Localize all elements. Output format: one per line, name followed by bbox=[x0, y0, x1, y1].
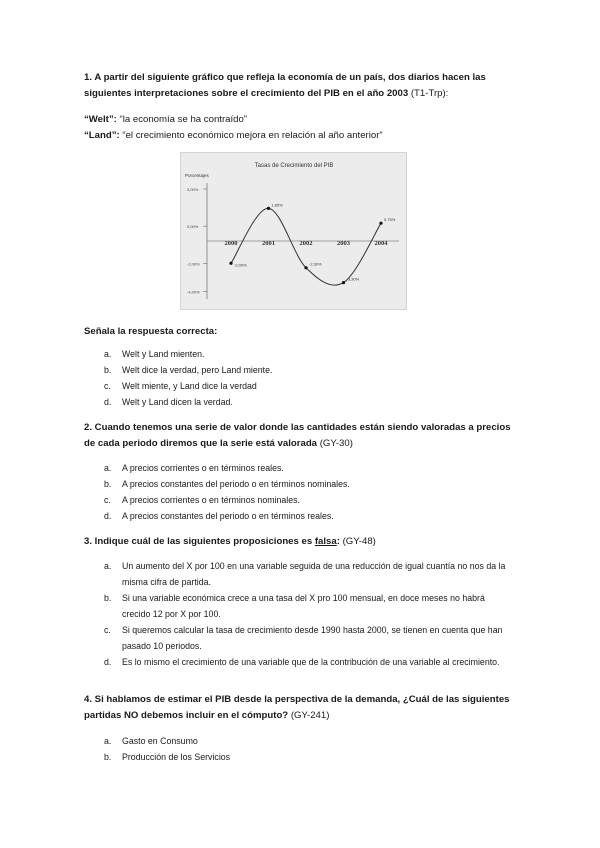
question-3-text bbox=[84, 534, 514, 550]
option-text: A precios corrientes o en términos reales. bbox=[122, 463, 284, 473]
chart-data-label: 1,65% bbox=[271, 202, 283, 208]
question-3-colon: : bbox=[336, 536, 340, 547]
question-4-statement: 4. Si hablamos de estimar el PIB desde la perspectiva de la demanda, ¿Cuál de las siguientes partidas NO debemos incluir en el cómputo? bbox=[84, 694, 510, 721]
option-letter: d. bbox=[104, 511, 112, 521]
option-letter: c. bbox=[104, 381, 111, 391]
question-3-ref: (GY-48) bbox=[342, 536, 376, 547]
option-letter: b. bbox=[104, 365, 112, 375]
q1-option-4 bbox=[104, 395, 514, 411]
chart-x-tick-label: 2003 bbox=[337, 240, 350, 247]
chart-x-tick-label: 2000 bbox=[224, 240, 238, 247]
q2-option-1 bbox=[104, 461, 514, 477]
option-text: Un aumento del X por 100 en una variable seguida de una reducción de igual cuantía no nos da la misma cifra de partida. bbox=[122, 561, 506, 587]
option-letter: c. bbox=[104, 625, 111, 635]
chart-points bbox=[229, 202, 395, 284]
land-quote: “el crecimiento económico mejora en relación al año anterior” bbox=[122, 130, 383, 141]
option-letter: c. bbox=[104, 495, 111, 505]
option-text: Si una variable económica crece a una tasa del X pro 100 mensual, en doce meses no habrá crecido 12 por X por 100. bbox=[122, 593, 485, 619]
chart-y-tick-label: 3,00% bbox=[187, 187, 199, 192]
q2-option-4 bbox=[104, 509, 514, 525]
chart-data-label: -2,30% bbox=[309, 261, 322, 267]
option-letter: d. bbox=[104, 397, 112, 407]
gdp-growth-chart bbox=[180, 152, 407, 310]
chart-point bbox=[379, 222, 382, 225]
land-line bbox=[84, 128, 514, 144]
option-text: A precios constantes del periodo o en términos nominales. bbox=[122, 479, 350, 489]
welt-line bbox=[84, 112, 514, 128]
option-letter: b. bbox=[104, 479, 112, 489]
q1-option-1 bbox=[104, 347, 514, 363]
land-label: “Land”: bbox=[84, 130, 120, 141]
chart-data-label: -2,00% bbox=[234, 262, 247, 268]
option-letter: a. bbox=[104, 463, 112, 473]
chart-point bbox=[267, 207, 270, 210]
chart-x-axis bbox=[207, 183, 399, 299]
q3-option-2 bbox=[104, 591, 514, 622]
chart-y-ticks bbox=[187, 187, 207, 295]
option-letter: a. bbox=[104, 349, 112, 359]
chart-ylabel: Porcentajes bbox=[185, 173, 209, 178]
chart-point bbox=[342, 281, 345, 284]
option-text: A precios corrientes o en términos nominales. bbox=[122, 495, 300, 505]
question-1-statement: A partir del siguiente gráfico que refleja la economía de un país, dos diarios hacen las siguientes interpretaciones sobre el crecimiento del PIB en el año 2003 bbox=[84, 72, 486, 99]
question-3-falsa: falsa bbox=[314, 536, 337, 547]
q4-option-2 bbox=[104, 750, 514, 766]
welt-label: “Welt”: bbox=[84, 114, 117, 125]
question-1-ref: (T1-Trp): bbox=[410, 88, 449, 99]
q2-option-2 bbox=[104, 477, 514, 493]
option-text: Welt dice la verdad, pero Land miente. bbox=[122, 365, 273, 375]
option-letter: d. bbox=[104, 657, 112, 667]
option-text: Es lo mismo el crecimiento de una variable que de la contribución de una variable al crecimiento. bbox=[122, 657, 500, 667]
option-letter: a. bbox=[104, 736, 112, 746]
q1-option-3 bbox=[104, 379, 514, 395]
option-text: Welt y Land mienten. bbox=[122, 349, 205, 359]
chart-point bbox=[229, 262, 232, 265]
chart-data-label: 0,75% bbox=[384, 217, 396, 223]
question-4-text bbox=[84, 692, 514, 724]
option-letter: b. bbox=[104, 752, 112, 762]
question-2-ref: (GY-30) bbox=[319, 438, 353, 449]
option-text: Welt y Land dicen la verdad. bbox=[122, 397, 233, 407]
question-2-text bbox=[84, 420, 514, 452]
chart-x-tick-label: 2004 bbox=[374, 240, 388, 247]
chart-y-tick-label: -2,00% bbox=[187, 261, 200, 267]
q3-option-4 bbox=[104, 655, 514, 671]
question-4-ref: (GY-241) bbox=[290, 710, 330, 721]
chart-title: Tasas de Crecimiento del PIB bbox=[254, 163, 334, 169]
option-text: Gasto en Consumo bbox=[122, 736, 198, 746]
option-text: A precios constantes del periodo o en términos reales. bbox=[122, 511, 334, 521]
q2-option-3 bbox=[104, 493, 514, 509]
question-1-prompt: Señala la respuesta correcta: bbox=[84, 326, 218, 337]
option-letter: b. bbox=[104, 593, 112, 603]
q3-option-1 bbox=[104, 559, 514, 590]
q3-option-3 bbox=[104, 623, 514, 654]
chart-data-label: -3,30% bbox=[346, 276, 360, 282]
option-text: Welt miente, y Land dice la verdad bbox=[122, 381, 257, 391]
chart-y-tick-label: -4,00% bbox=[187, 289, 200, 295]
option-text: Producción de los Servicios bbox=[122, 752, 231, 762]
chart-x-tick-label: 2002 bbox=[299, 240, 313, 247]
question-1-text bbox=[84, 70, 514, 102]
welt-quote: “la economía se ha contraído” bbox=[119, 114, 248, 125]
option-letter: a. bbox=[104, 561, 112, 571]
question-3-statement: 3. Indique cuál de las siguientes proposiciones es bbox=[84, 536, 313, 547]
option-text: Si queremos calcular la tasa de crecimiento desde 1990 hasta 2000, se tienen en cuenta que han pasado 10 periodos. bbox=[122, 625, 503, 651]
question-2-statement: 2. Cuando tenemos una serie de valor donde las cantidades están siendo valoradas a precios de cada periodo diremos que la serie está valorada bbox=[84, 422, 511, 449]
q1-option-2 bbox=[104, 363, 514, 379]
question-1-number: 1. bbox=[84, 72, 93, 83]
chart-point bbox=[304, 266, 307, 269]
chart-svg bbox=[181, 153, 408, 311]
chart-x-tick-label: 2001 bbox=[262, 240, 275, 247]
q4-option-1 bbox=[104, 734, 514, 750]
chart-y-tick-label: 0,00% bbox=[187, 224, 199, 230]
